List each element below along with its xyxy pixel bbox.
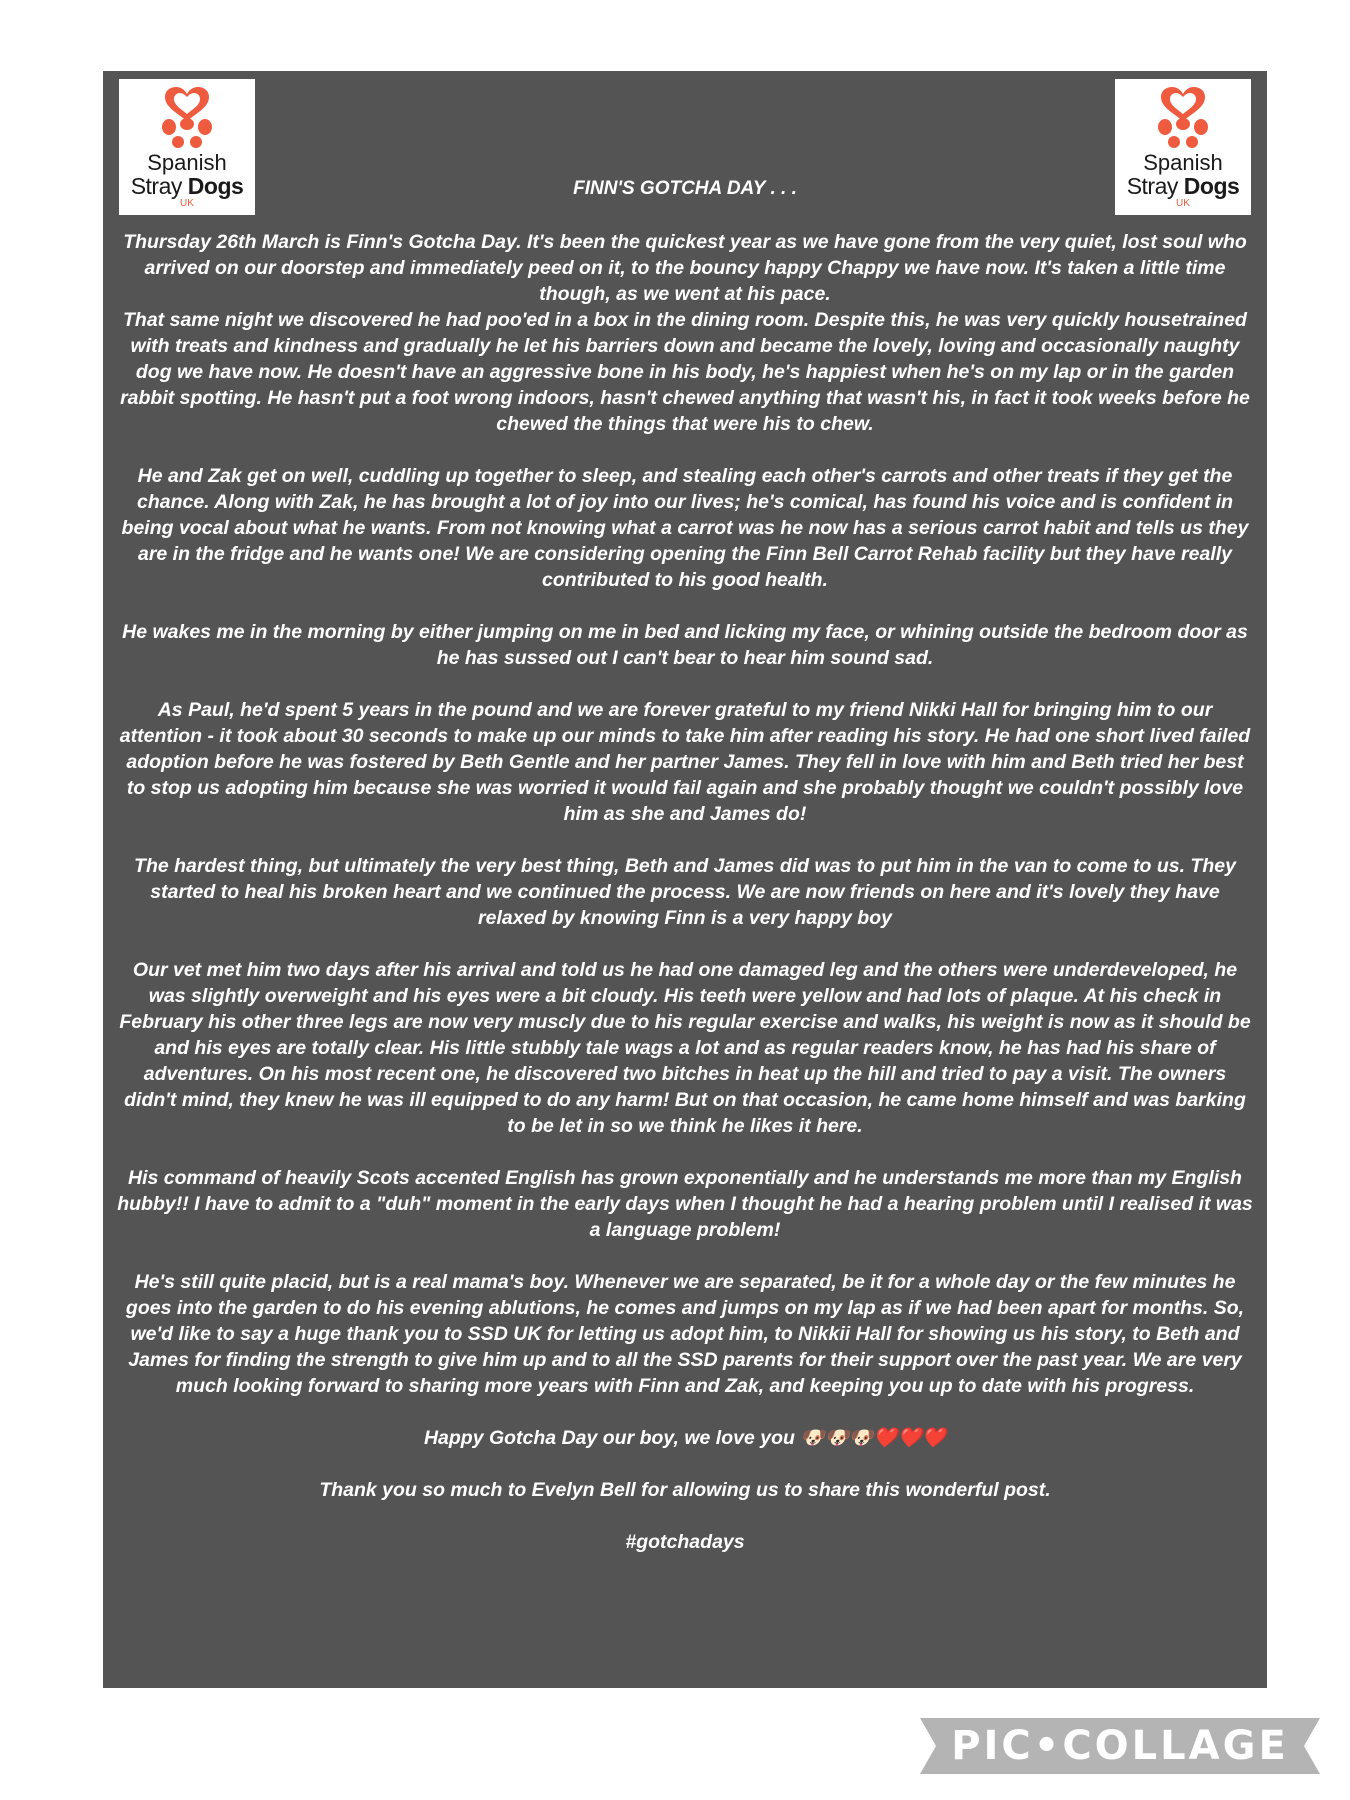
- post-panel: [103, 71, 1267, 1688]
- paragraph: His command of heavily Scots accented English has grown exponentially and he understands me more than my English hubby!! I have to admit to a "duh" moment in the early days when I thought he had a hearing problem until I realised it was a language problem!: [117, 1167, 1253, 1241]
- paragraph-intro: [117, 229, 1253, 437]
- paragraph: He and Zak get on well, cuddling up together to sleep, and stealing each other's carrots and other treats if they get the chance. Along with Zak, he has brought a lot of joy into our lives; he's comical, has found his voice and is confident in being vocal about what he wants. From not knowing what a carrot was he now has a serious carrot habit and tells us they are in the fridge and he wants one! We are considering opening the Finn Bell Carrot Rehab facility but they have really contributed to his good health.: [121, 465, 1249, 591]
- gotcha-line: [117, 1425, 1253, 1451]
- paragraph: He's still quite placid, but is a real mama's boy. Whenever we are separated, be it for a whole day or the few minutes he goes into the garden to do his evening ablutions, he comes and jumps on my lap as if we had been apart for months. So, we'd like to say a huge thank you to SSD UK for letting us adopt him, to Nikkii Hall for showing us his story, to Beth and James for finding the strength to give him up and to all the SSD parents for their support over the past year. We are very much looking forward to sharing more years with Finn and Zak, and keeping you up to date with his progress.: [125, 1271, 1245, 1397]
- pic-collage-watermark: [920, 1718, 1320, 1774]
- watermark-text: PIC•COLLAGE: [951, 1723, 1289, 1769]
- hashtag: #gotchadays: [625, 1531, 745, 1553]
- paragraph-line: That same night we discovered he had poo'ed in a box in the dining room. Despite this, he was very quickly housetrained with treats and kindness and gradually he let his barriers down and became the lovely, loving and occasionally naughty dog we have now. He doesn't have an aggressive bone in his body, he's happiest when he's on my lap or in the garden rabbit spotting. He hasn't put a foot wrong indoors, hasn't chewed anything that wasn't his, in fact it took weeks before he chewed the things that were his to chew.: [120, 309, 1250, 435]
- paw-heart-icon: [157, 87, 217, 149]
- paragraph-line: Thursday 26th March is Finn's Gotcha Day. It's been the quickest year as we have gone from the very quiet, lost soul who arrived on our doorstep and immediately peed on it, to the bouncy happy Chappy we have now. It's taken a little time though, as we went at his pace.: [123, 231, 1247, 305]
- logo-text-spanish: Spanish: [1143, 150, 1223, 175]
- heart-icon: ❤️❤️❤️: [873, 1427, 947, 1449]
- paragraph: He wakes me in the morning by either jumping on me in bed and licking my face, or whining outside the bedroom door as he has sussed out I can't bear to hear him sound sad.: [122, 621, 1248, 669]
- logo-text-uk: UK: [180, 198, 194, 209]
- logo-text-stray-dogs: Stray Dogs: [130, 173, 244, 199]
- paw-heart-icon: [1153, 87, 1213, 149]
- dog-face-icon: 🐶🐶🐶: [800, 1427, 874, 1449]
- paragraph: As Paul, he'd spent 5 years in the pound and we are forever grateful to my friend Nikki Hall for bringing him to our attention - it took about 30 seconds to make up our minds to take him after reading his story. He had one short lived failed adoption before he was fostered by Beth Gentle and her partner James. They fell in love with him and Beth tried her best to stop us adopting him because she was worried it would fail again and she probably thought we couldn't possibly love him as she and James do!: [119, 699, 1251, 825]
- gotcha-text: Happy Gotcha Day our boy, we love you: [423, 1427, 795, 1449]
- logo-text-spanish: Spanish: [147, 150, 227, 175]
- thanks-line: Thank you so much to Evelyn Bell for allowing us to share this wonderful post.: [319, 1479, 1051, 1501]
- paragraph: Our vet met him two days after his arrival and told us he had one damaged leg and the others were underdeveloped, he was slightly overweight and his eyes were a bit cloudy. His teeth were yellow and had lots of plaque. At his check in February his other three legs are now very muscly due to his regular exercise and walks, his weight is now as it should be and his eyes are totally clear. His little stubbly tale wags a lot and as regular readers know, he has had his share of adventures. On his most recent one, he discovered two bitches in heat up the hill and tried to pay a visit. The owners didn't mind, they knew he was ill equipped to do any harm! But on that occasion, he came home himself and was barking to be let in so we think he likes it here.: [119, 959, 1251, 1137]
- logo-text-uk: UK: [1176, 198, 1190, 209]
- paragraph: The hardest thing, but ultimately the very best thing, Beth and James did was to put him in the van to come to us. They started to heal his broken heart and we continued the process. We are now friends on here and it's lovely they have relaxed by knowing Finn is a very happy boy: [134, 855, 1236, 929]
- post-body: [117, 229, 1253, 1555]
- post-title: FINN'S GOTCHA DAY . . .: [573, 178, 797, 199]
- logo-text-stray-dogs: Stray Dogs: [1126, 173, 1240, 199]
